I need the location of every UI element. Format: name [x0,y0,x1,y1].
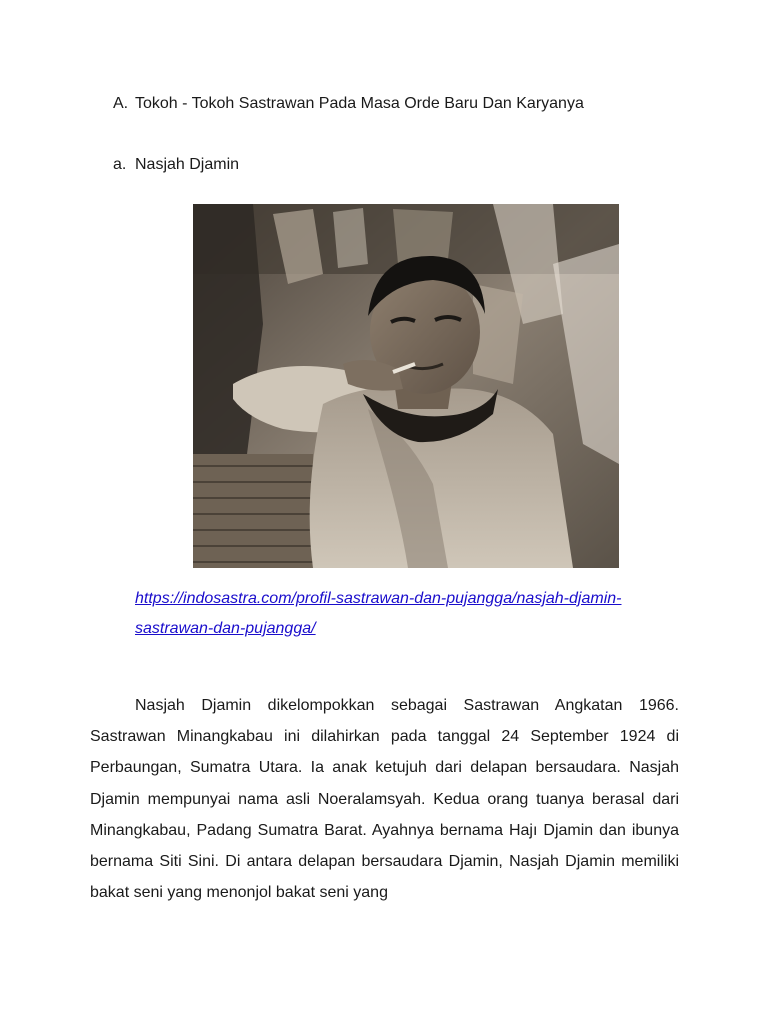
subsection-title: Nasjah Djamin [135,156,240,173]
portrait-photo [193,204,619,568]
section-marker: A. [113,95,129,112]
section-title: Tokoh - Tokoh Sastrawan Pada Masa Orde Baru Dan Karyanya [135,95,584,112]
source-link-line-1[interactable]: https://indosastra.com/profil-sastrawan-dan-pujangga/nasjah-djamin- [135,590,622,607]
subsection-marker: a. [113,156,127,173]
source-link[interactable] [135,584,680,644]
section-heading [113,94,584,114]
body-paragraph: Nasjah Djamin dikelompokkan sebagai Sastrawan Angkatan 1966. Sastrawan Minangkabau ini dilahirkan pada tanggal 24 September 1924 di Perbaungan, Sumatra Utara. Ia anak ketujuh dari delapan bersaudara. Nasjah Djamin mempunyai nama asli Noeralamsyah. Kedua orang tuanya berasal dari Minangkabau, Padang Sumatra Barat. Ayahnya bernama Hajı Djamin dan ibunya bernama Siti Sini. Di antara delapan bersaudara Djamin, Nasjah Djamin memiliki bakat seni yang menonjol bakat seni yang [90,697,679,902]
subsection-heading [113,155,239,175]
source-link-line-2[interactable]: sastrawan-dan-pujangga/ [135,620,316,637]
